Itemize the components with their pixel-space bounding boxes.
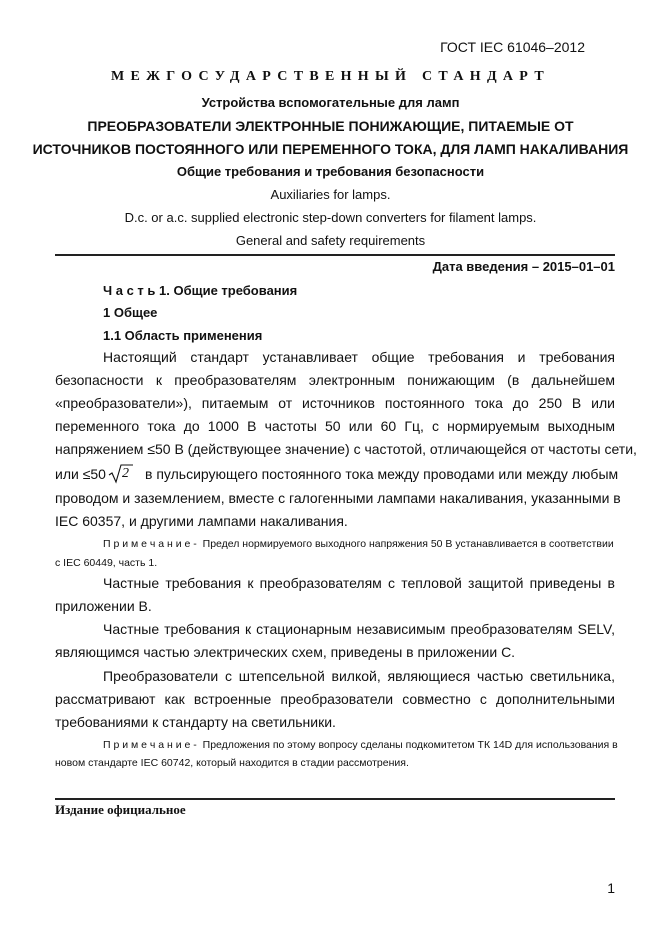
footer-divider [55,798,615,800]
para2-line-1: Частные требования к преобразователям с тепловой защитой приведены в [103,575,615,591]
note1-text-1: Предел нормируемого выходного напряжения 50 В устанавливается в соответствии [202,538,614,550]
part-heading: Ч а с т ь 1. Общие требования [103,283,298,298]
title-line-2: ПРЕОБРАЗОВАТЕЛИ ЭЛЕКТРОННЫЕ ПОНИЖАЮЩИЕ, ПИТАЕМЫЕ ОТ [87,118,574,134]
note1-line-1 [103,538,614,550]
interstate-standard-label: МЕЖГОСУДАРСТВЕННЫЙ СТАНДАРТ [111,69,550,84]
note2-line-1 [103,739,618,751]
para1-line-6b: в пульсирующего постоянного тока между проводами или между любым [145,466,619,482]
note2-line-2: новом стандарте IEC 60742, который находится в стадии рассмотрения. [55,757,409,769]
para4-line-1: Преобразователи с штепсельной вилкой, являющиеся частью светильника, [103,668,615,684]
section-heading-1: 1 Общее [103,305,158,320]
sqrt-two-symbol [108,462,134,484]
para1-line-7: проводом и заземлением, вместе с галогенными лампами накаливания, указанными в [55,490,621,506]
edition-label: Издание официальное [55,802,186,817]
title-en-3: General and safety requirements [235,233,426,248]
title-line-4: Общие требования и требования безопасности [176,164,485,179]
para1-line-4: переменного тока до 1000 В частоты 50 или 60 Гц, с нормируемым выходным [55,418,615,434]
para1-line-3: «преобразователи»), питаемым от источников постоянного тока до 250 В или [55,395,615,411]
sqrt-value: 2 [122,466,129,481]
radical-sign-icon [108,462,134,484]
standard-code: ГОСТ IEC 61046–2012 [440,39,585,55]
title-line-1: Устройства вспомогательные для ламп [201,95,460,110]
note1-line-2: с IEC 60449, часть 1. [55,557,158,569]
para3-line-2: являющимся частью электрических схем, приведены в приложении С. [55,644,516,660]
title-en-2: D.c. or a.c. supplied electronic step-down converters for filament lamps. [124,210,537,225]
note2-text-1: Предложения по этому вопросу сделаны подкомитетом ТК 14D для использования в [202,739,618,751]
date-intro: Дата введения – 2015–01–01 [432,259,615,274]
title-divider [55,254,615,256]
page-number: 1 [607,880,615,896]
para1-line-1: Настоящий стандарт устанавливает общие требования и требования [103,349,615,365]
note2-label: П р и м е ч а н и е - [103,739,197,751]
title-line-3: ИСТОЧНИКОВ ПОСТОЯННОГО ИЛИ ПЕРЕМЕННОГО ТОКА, ДЛЯ ЛАМП НАКАЛИВАНИЯ [32,141,629,157]
para2-line-2: приложении В. [55,598,152,614]
para1-line-8: IEC 60357, и другими лампами накаливания. [55,513,348,529]
para1-line-5: напряжением ≤50 В (действующее значение) с частотой, отличающейся от частоты сети, [55,441,637,457]
para4-line-3: требованиями к стандарту на светильники. [55,714,336,730]
title-en-1: Auxiliaries for lamps. [270,187,391,202]
note1-label: П р и м е ч а н и е - [103,538,197,550]
section-heading-1-1: 1.1 Область применения [103,328,263,343]
para4-line-2: рассматривают как встроенные преобразователи совместно с дополнительными [55,691,615,707]
para3-line-1: Частные требования к стационарным независимым преобразователям SELV, [103,621,615,637]
para1-line-2: безопасности к преобразователям электронным понижающим (в дальнейшем [55,372,615,388]
para1-line-6a: или ≤50 [55,466,106,482]
